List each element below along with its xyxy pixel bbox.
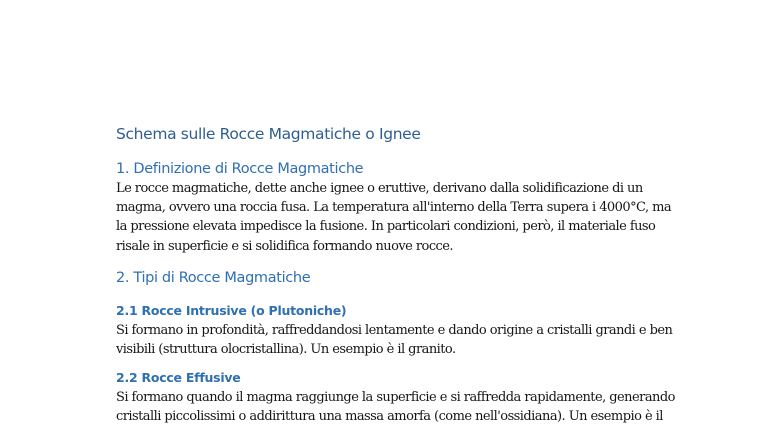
subsection-heading-intrusive: 2.1 Rocce Intrusive (o Plutoniche) <box>116 302 347 318</box>
document-body <box>116 123 676 427</box>
section-spacer <box>116 256 676 268</box>
intrusive-paragraph: Si formano in profondità, raffreddandosi lentamente e dando origine a cristalli grandi e ben visibili (struttura olocristallina). Un esempio è il granito. <box>116 322 673 358</box>
document-title: Schema sulle Rocce Magmatiche o Ignee <box>116 125 421 143</box>
subsection-spacer <box>116 288 676 302</box>
definition-paragraph: Le rocce magmatiche, dette anche ignee o eruttive, derivano dalla solidificazione di un magma, ovvero una roccia fusa. La temperatura all'interno della Terra supera i 4000°C, ma la pressione elevata impedisce la fusione. In particolari condizioni, però, il materiale fuso risale in superficie e si solidifica formando nuove rocce. <box>116 181 672 254</box>
section-heading-types: 2. Tipi di Rocce Magmatiche <box>116 269 311 286</box>
effusive-paragraph: Si formano quando il magma raggiunge la superficie e si raffredda rapidamente, generando cristalli piccolissimi o addirittura una massa amorfa (come nell'ossidiana). Un esempio è il <box>116 390 675 425</box>
subsection-spacer <box>116 359 676 369</box>
subsection-heading-effusive: 2.2 Rocce Effusive <box>116 370 241 386</box>
section-heading-definition: 1. Definizione di Rocce Magmatiche <box>116 161 364 177</box>
